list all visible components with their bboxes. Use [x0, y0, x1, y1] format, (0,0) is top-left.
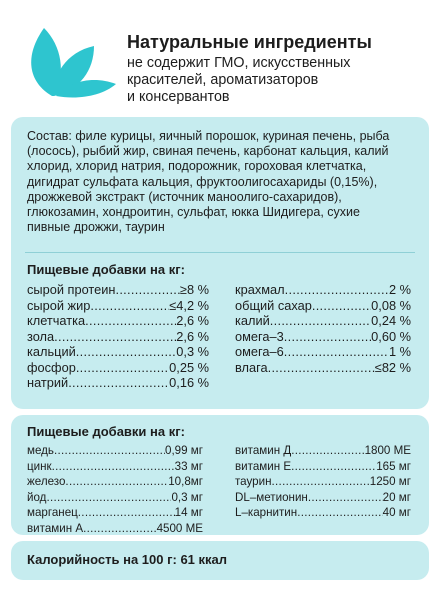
supplements-card [11, 415, 429, 535]
supplement-label: витамин А [27, 521, 84, 535]
nutrition-row [235, 344, 411, 360]
nutrient-value: 2,6 % [176, 328, 209, 344]
nutrient-value: 0,3 % [176, 344, 209, 359]
composition-card [11, 117, 429, 409]
subtitle-line: и консервантов [127, 89, 230, 105]
subtitle-line: красителей, ароматизаторов [127, 72, 319, 88]
nutrient-label: зола [27, 328, 55, 344]
nutrient-label: влага [235, 359, 268, 375]
nutrient-value: ≥8 % [179, 282, 209, 297]
calories-card [11, 541, 429, 580]
supplement-row [27, 490, 203, 506]
supplement-row [235, 474, 411, 490]
header-text [127, 31, 427, 106]
nutrient-label: крахмал [235, 282, 285, 297]
nutrition-right-column [235, 282, 411, 375]
nutrition-row [27, 282, 209, 298]
supplement-value: 0,3 мг [171, 490, 203, 504]
nutrient-label: клетчатка [27, 313, 86, 328]
nutrition-row [235, 360, 411, 376]
nutrient-value: 0,60 % [371, 328, 411, 344]
nutrient-value: 1 % [388, 344, 411, 359]
nutrition-row [27, 298, 209, 314]
supplement-label: таурин [235, 475, 272, 488]
composition-line: пивные дрожжи, таурин [27, 220, 165, 235]
nutrient-label: общий сахар [235, 297, 312, 313]
supplement-value: 0,99 мг [165, 444, 203, 457]
supplement-row [27, 521, 203, 537]
supplement-row [27, 443, 203, 459]
composition-line: (лосось), рыбий жир, свиная печень, карбонат кальция, калий [27, 144, 389, 159]
subtitle-line: не содержит ГМО, искусственных [127, 55, 351, 71]
composition-line: Состав: филе курицы, яичный порошок, куриная печень, рыба [27, 129, 390, 143]
supplement-label: витамин Е [235, 459, 292, 473]
nutrient-label: фосфор [27, 359, 76, 375]
supplement-value: 1800 МЕ [364, 444, 411, 457]
calories-text: Калорийность на 100 г: 61 ккал [27, 552, 228, 567]
nutrition-left-column [27, 282, 209, 391]
nutrition-row [27, 329, 209, 345]
supplement-row [27, 474, 203, 490]
leaves-logo-icon [22, 22, 118, 98]
nutrition-row [235, 298, 411, 314]
supplement-row [27, 459, 203, 475]
supplement-label: железо [27, 475, 66, 488]
nutrient-label: сырой протеин [27, 282, 116, 297]
header-subtitle [127, 55, 427, 106]
supplement-row [235, 505, 411, 521]
nutrient-label: натрий [27, 375, 69, 390]
nutrition-row [235, 329, 411, 345]
divider [25, 252, 415, 253]
nutrition-row [27, 313, 209, 329]
nutrient-value: 2,6 % [176, 313, 209, 328]
composition-text [27, 129, 419, 235]
supplement-value: 165 мг [376, 459, 411, 473]
nutrient-value: 0,16 % [169, 375, 209, 390]
supplements-title: Пищевые добавки на кг: [27, 424, 185, 439]
nutrient-value: 0,08 % [371, 297, 411, 313]
supplement-label: йод [27, 490, 47, 504]
composition-line: дигидрат сульфата кальция, фруктоолигосахариды (0,15%), [27, 174, 378, 189]
nutrition-row [27, 344, 209, 360]
nutrient-label: сырой жир [27, 297, 91, 313]
nutrient-value: 0,24 % [371, 313, 411, 328]
supplement-row [27, 505, 203, 521]
composition-line: глюкозамин, хондроитин, сульфат, юкка Шидигера, сухие [27, 205, 360, 220]
supplement-value: 14 мг [174, 506, 203, 519]
supplement-value: 20 мг [382, 490, 411, 504]
nutrition-row [27, 360, 209, 376]
nutrition-row [27, 375, 209, 391]
supplement-value: 33 мг [174, 459, 203, 473]
supplement-value: 40 мг [382, 506, 411, 519]
supplement-value: 10,8мг [168, 475, 203, 488]
supplement-row [235, 459, 411, 475]
supplement-value: 4500 МЕ [156, 521, 203, 535]
supplement-label: L–карнитин [235, 506, 298, 519]
nutrient-value: ≤4,2 % [169, 297, 209, 313]
nutrient-value: 2 % [388, 282, 411, 297]
supplement-row [235, 490, 411, 506]
supplement-value: 1250 мг [369, 475, 411, 488]
supplement-label: DL–метионин [235, 490, 308, 504]
nutrient-label: кальций [27, 344, 76, 359]
nutrient-label: омега–6 [235, 344, 284, 359]
supplement-row [235, 443, 411, 459]
supplements-left-column [27, 443, 203, 536]
supplement-label: медь [27, 444, 54, 457]
supplement-label: цинк [27, 459, 52, 473]
supplement-label: витамин Д [235, 444, 292, 457]
nutrient-value: ≤82 % [374, 359, 411, 375]
composition-line: дрожжевой экстракт (источник маноолиго-сахаридов), [27, 189, 342, 204]
composition-line: хлорид, хлорид натрия, подорожник, гороховая клетчатка, [27, 159, 367, 174]
nutrition-row [235, 282, 411, 298]
nutrient-value: 0,25 % [169, 359, 209, 375]
header [0, 0, 442, 112]
nutrient-label: омега–3 [235, 328, 284, 344]
supplements-right-column [235, 443, 411, 521]
nutrition-title: Пищевые добавки на кг: [27, 262, 185, 277]
supplement-label: марганец [27, 506, 78, 519]
nutrition-row [235, 313, 411, 329]
nutrient-label: калий [235, 313, 270, 328]
header-title: Натуральные ингредиенты [127, 32, 372, 52]
